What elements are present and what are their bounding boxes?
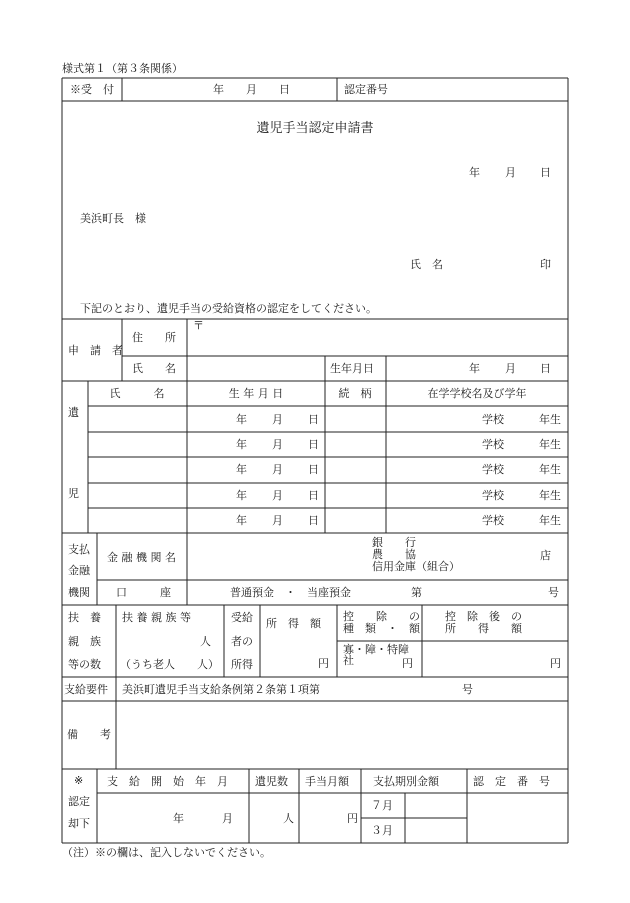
child-school[interactable]: 学校 [482, 514, 504, 527]
child-grade[interactable]: 年生 [539, 438, 561, 451]
child-year[interactable]: 年 [236, 463, 247, 476]
child-day[interactable]: 日 [308, 514, 319, 527]
income-label-1: 受給 [231, 611, 253, 624]
deduction-label-2: 種 類 ・ 額 [343, 622, 420, 635]
account-number-suffix: 号 [548, 586, 559, 599]
date-month[interactable]: 月 [505, 166, 516, 179]
bank-type-agri[interactable]: 農 協 [372, 548, 416, 561]
child-school[interactable]: 学校 [482, 463, 504, 476]
bank-type-bank[interactable]: 銀 行 [372, 536, 416, 549]
reception-date-field[interactable]: 年 月 日 [213, 83, 290, 96]
signature-name-label: 氏 名 [410, 258, 443, 271]
child-relation-header: 続 柄 [338, 387, 372, 400]
date-year[interactable]: 年 [469, 166, 480, 179]
form-title: 遺児手当認定申請書 [256, 121, 374, 136]
office-cert-number-label: 認 定 番 号 [473, 775, 550, 788]
elderly-count[interactable]: （うち老人 人） [120, 658, 219, 671]
deduction-kinds-1[interactable]: 寡・障・特障 [343, 643, 409, 656]
office-label-1: 認定 [68, 795, 90, 808]
income-label-3: 所得 [231, 658, 253, 671]
branch-label: 店 [540, 549, 551, 562]
children-count-unit[interactable]: 人 [283, 812, 294, 825]
child-school[interactable]: 学校 [482, 413, 504, 426]
child-month[interactable]: 月 [272, 463, 283, 476]
period-amount-label: 支払期別金額 [373, 775, 439, 788]
child-grade[interactable]: 年生 [539, 463, 561, 476]
remarks-label: 備 考 [67, 728, 111, 741]
footnote: （注）※の欄は、記入しないでください。 [62, 846, 271, 859]
office-use-mark: ※ [74, 774, 84, 787]
deduction-yen[interactable]: 円 [402, 657, 413, 670]
certification-number-label: 認定番号 [344, 83, 388, 96]
child-school[interactable]: 学校 [482, 489, 504, 502]
monthly-amount-unit[interactable]: 円 [347, 812, 358, 825]
birth-month[interactable]: 月 [505, 362, 516, 375]
children-section-label-bottom: 児 [68, 487, 79, 500]
account-label: 口 座 [116, 586, 171, 599]
account-number-prefix: 第 [411, 586, 422, 599]
child-year[interactable]: 年 [236, 489, 247, 502]
child-school[interactable]: 学校 [482, 438, 504, 451]
children-section-label-top: 遺 [68, 406, 79, 419]
income-amount-yen[interactable]: 円 [318, 657, 329, 670]
child-day[interactable]: 日 [308, 413, 319, 426]
payment-section-label-1: 支払 [68, 543, 90, 556]
dependents-section-label-3: 等の数 [68, 658, 101, 671]
dependents-section-label-1: 扶 養 [68, 611, 101, 624]
date-day[interactable]: 日 [540, 166, 551, 179]
after-deduction-label-2: 所 得 額 [445, 622, 522, 635]
requirement-text: 美浜町遺児手当支給条例第２条第１項第 [122, 683, 320, 696]
seal-mark: 印 [540, 258, 551, 271]
deduction-label-1: 控 除 の [343, 610, 420, 623]
birth-year[interactable]: 年 [469, 362, 480, 375]
monthly-amount-label: 手当月額 [305, 775, 349, 788]
child-grade[interactable]: 年生 [539, 413, 561, 426]
dependent-count-label: 扶 養 親 族 等 [122, 611, 191, 624]
child-day[interactable]: 日 [308, 438, 319, 451]
bank-type-credit[interactable]: 信用金庫（組合） [372, 560, 460, 573]
payment-section-label-3: 機関 [68, 586, 90, 599]
child-name-header: 氏 名 [109, 387, 165, 400]
requirement-label: 支給要件 [64, 683, 108, 696]
period-july: ７月 [371, 799, 393, 812]
child-day[interactable]: 日 [308, 489, 319, 502]
requirement-suffix[interactable]: 号 [462, 683, 473, 696]
period-march: ３月 [371, 824, 393, 837]
after-deduction-label-1: 控 除 後 の [445, 610, 522, 623]
applicant-section-label: 申 請 者 [68, 344, 123, 357]
remarks-field[interactable] [117, 702, 567, 768]
request-text: 下記のとおり、遺児手当の受給資格の認定をしてください。 [80, 302, 377, 315]
addressee: 美浜町長 様 [80, 212, 146, 225]
children-count-label: 遺児数 [255, 775, 288, 788]
child-year[interactable]: 年 [236, 413, 247, 426]
start-month-label: 支 給 開 始 年 月 [107, 775, 228, 788]
postal-mark[interactable]: 〒 [193, 319, 204, 332]
account-type-select[interactable]: 普通預金 ・ 当座預金 [230, 586, 351, 599]
child-school-header: 在学学校名及び学年 [427, 387, 527, 400]
birth-date-label: 生年月日 [330, 362, 374, 375]
deduction-kinds-2[interactable]: 社 [343, 654, 354, 667]
dependent-count-unit[interactable]: 人 [200, 635, 211, 648]
style-number: 様式第１（第３条関係） [62, 62, 183, 75]
payment-section-label-2: 金融 [68, 564, 90, 577]
child-month[interactable]: 月 [272, 438, 283, 451]
start-year[interactable]: 年 [173, 812, 184, 825]
child-month[interactable]: 月 [272, 514, 283, 527]
institution-label: 金 融 機 関 名 [107, 551, 176, 564]
child-grade[interactable]: 年生 [539, 489, 561, 502]
child-grade[interactable]: 年生 [539, 514, 561, 527]
income-amount-label: 所 得 額 [266, 617, 321, 630]
child-month[interactable]: 月 [272, 413, 283, 426]
child-day[interactable]: 日 [308, 463, 319, 476]
office-label-2: 却下 [68, 817, 90, 830]
applicant-name-label: 氏 名 [132, 362, 176, 375]
reception-label: ※受 付 [70, 83, 114, 96]
child-year[interactable]: 年 [236, 514, 247, 527]
dependents-section-label-2: 親 族 [68, 635, 101, 648]
birth-day[interactable]: 日 [540, 362, 551, 375]
child-month[interactable]: 月 [272, 489, 283, 502]
child-year[interactable]: 年 [236, 438, 247, 451]
after-deduction-yen[interactable]: 円 [550, 657, 561, 670]
child-birth-header: 生 年 月 日 [228, 387, 284, 400]
start-month[interactable]: 月 [222, 812, 233, 825]
address-label: 住 所 [132, 331, 176, 344]
income-label-2: 者の [231, 635, 253, 648]
